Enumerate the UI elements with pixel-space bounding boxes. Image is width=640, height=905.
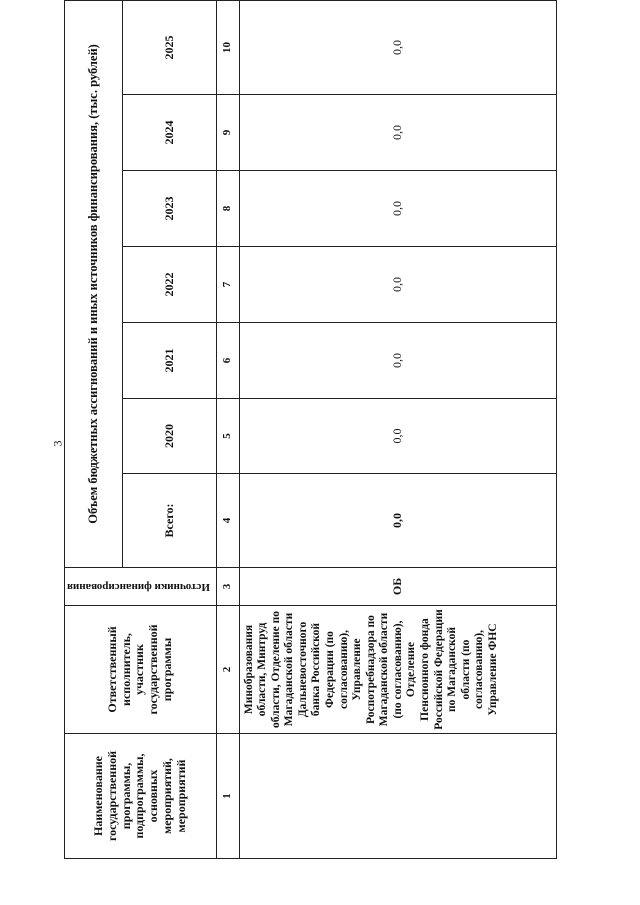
cell-2021: 0,0: [239, 323, 556, 399]
cell-funding-source: ОБ: [239, 568, 556, 606]
header-year-2024: 2024: [123, 95, 216, 171]
header-year-2023: 2023: [123, 171, 216, 247]
cell-2024: 0,0: [239, 95, 556, 171]
page-number: 3: [50, 440, 65, 447]
table-row: [239, 0, 556, 858]
header-program-name: Наименование государственной программы, подпрограммы, основных мероприятий, мероприятий: [65, 734, 217, 859]
header-year-2020: 2020: [123, 399, 216, 474]
header-responsible: Ответственный исполнитель, участник государственной программы: [65, 606, 217, 734]
column-number: 3: [216, 568, 239, 606]
cell-2023: 0,0: [239, 171, 556, 247]
header-total: Всего:: [123, 474, 216, 568]
header-year-2022: 2022: [123, 247, 216, 323]
cell-program-name: [239, 734, 556, 859]
header-funding-source: [65, 568, 217, 606]
header-year-2021: 2021: [123, 323, 216, 399]
column-number: 7: [216, 247, 239, 323]
column-number: 4: [216, 474, 239, 568]
header-funding-source-text: Источники финансирования: [67, 580, 210, 593]
column-number: 9: [216, 95, 239, 171]
cell-responsible: Минобразования области, Минтруд области, Отделение по Магаданской области Дальневосточного банка Российской Федерации (по согласованию), Управление Роспотребнадзора по Магаданской области (по согласованию), Отделение Пенсионного фонда Российской Федерации по Магаданской области (по согласованию), Управление ФНС: [239, 606, 556, 734]
column-number: 8: [216, 171, 239, 247]
header-row-1: [65, 0, 123, 858]
rotated-table-container: [64, 21, 557, 859]
column-number: 6: [216, 323, 239, 399]
column-number-row: [216, 0, 239, 858]
header-year-2025: 2025: [123, 0, 216, 94]
cell-2022: 0,0: [239, 247, 556, 323]
cell-2020: 0,0: [239, 399, 556, 474]
column-number: 5: [216, 399, 239, 474]
funding-table: [64, 0, 557, 859]
column-number: 10: [216, 0, 239, 94]
cell-2025: 0,0: [239, 0, 556, 94]
column-number: 2: [216, 606, 239, 734]
header-funding-title: Объем бюджетных ассигнований и иных источников финансирования, (тыс. рублей): [65, 0, 123, 567]
cell-total: 0,0: [239, 474, 556, 568]
column-number: 1: [216, 734, 239, 859]
